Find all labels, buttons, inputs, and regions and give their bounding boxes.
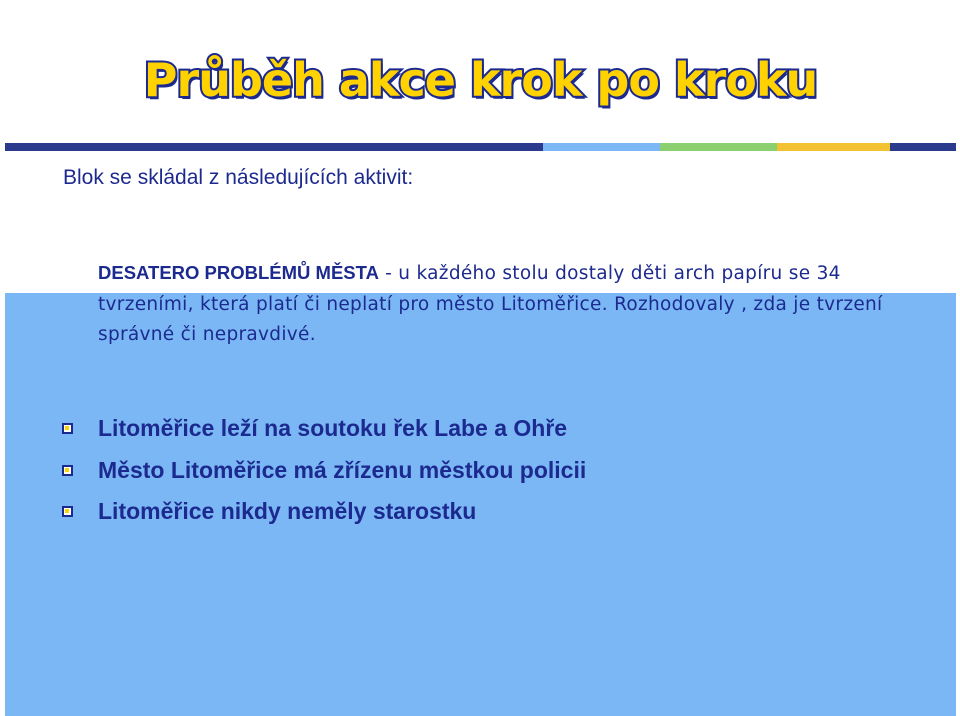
divider-bar-segment-4 [777, 143, 890, 151]
slide-title-text: Průběh akce krok po kroku [143, 53, 818, 107]
square-bullet-icon [62, 423, 73, 434]
intro-text: Blok se skládal z následujících aktivit: [63, 166, 414, 189]
statement-text: Litoměřice nikdy neměly starostku [98, 498, 477, 525]
divider-bar-segment-2 [543, 143, 660, 151]
divider-bar-segment-3 [660, 143, 777, 151]
slide-title [5, 40, 956, 120]
square-bullet-icon [62, 465, 73, 476]
activity-description: - u každého stolu dostaly děti arch papíru se 34 tvrzeními, která platí či neplatí pro město Litoměřice. Rozhodovaly , zda je tvrzení správné či nepravdivé. [98, 263, 883, 345]
list-item [62, 450, 586, 492]
divider-bar-segment-1 [5, 143, 543, 151]
statement-list [62, 408, 586, 533]
list-item [62, 491, 586, 533]
statement-text: Město Litoměřice má zřízenu městkou policii [98, 456, 587, 483]
activity-paragraph [98, 258, 918, 351]
divider-bar-segment-5 [890, 143, 956, 151]
activity-title: DESATERO PROBLÉMŮ MĚSTA [98, 262, 379, 283]
list-item [62, 408, 586, 450]
square-bullet-icon [62, 506, 73, 517]
statement-text: Litoměřice leží na soutoku řek Labe a Ohře [98, 415, 568, 442]
